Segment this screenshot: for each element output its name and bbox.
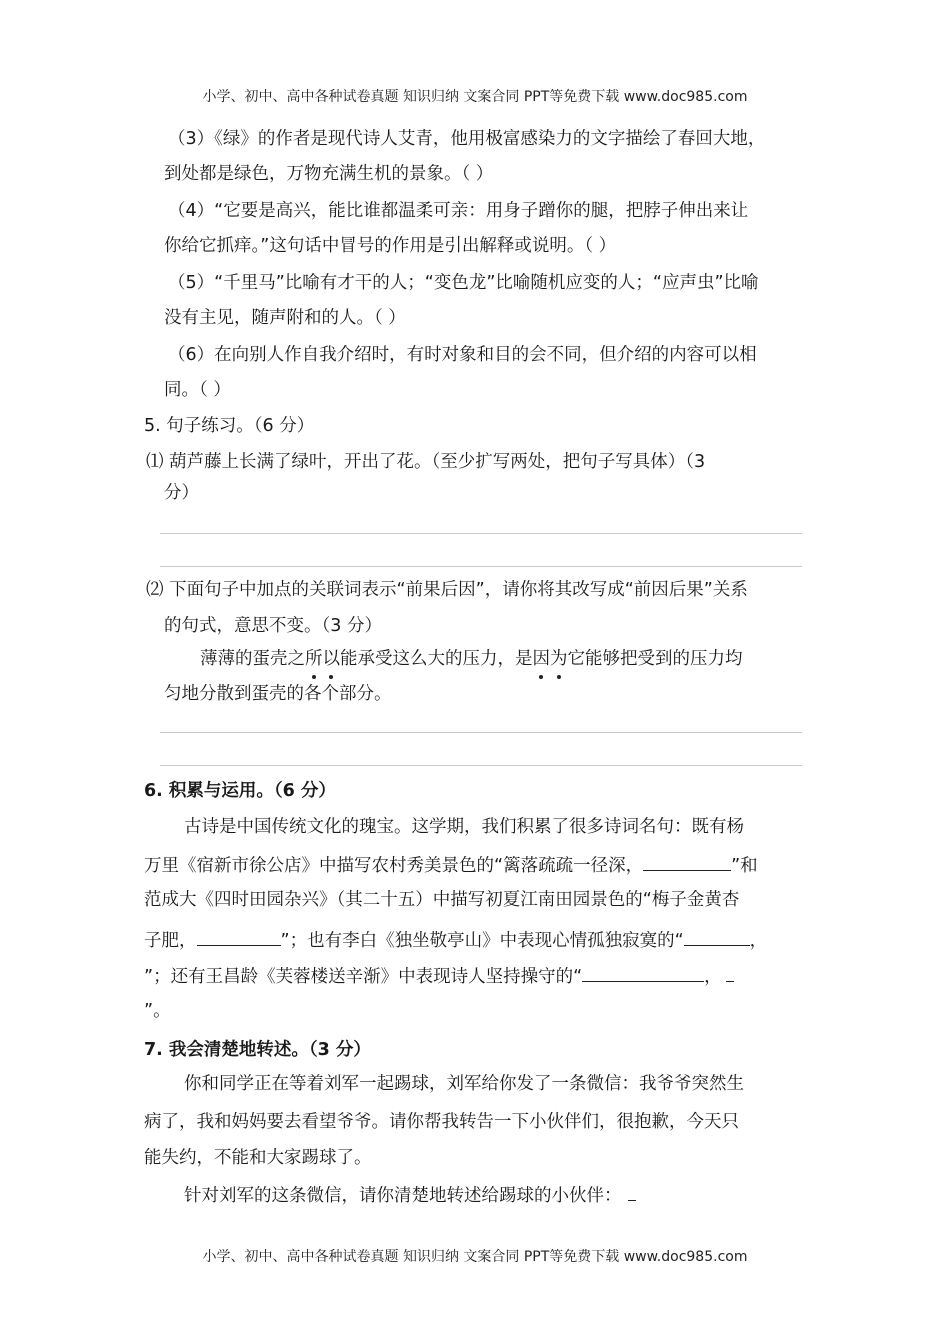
dotted-connective-suoyi (305, 649, 340, 669)
q7-line3: 能失约，不能和大家踢球了。 (144, 1148, 372, 1168)
judge-item-3-line1: （3）《绿》的作者是现代诗人艾青，他用极富感染力的文字描绘了春回大地， (168, 129, 766, 149)
dotted-char: 为 (550, 649, 568, 669)
q5-title: 5. 句子练习。（6 分） (144, 416, 315, 436)
q6-line1: 古诗是中国传统文化的瑰宝。这学期，我们积累了很多诗词名句：既有杨 (184, 817, 744, 837)
q6-line3: 范成大《四时田园杂兴》（其二十五）中描写初夏江南田园景色的“梅子金黄杏 (144, 890, 740, 910)
q6-line5 (144, 963, 734, 989)
q5-part2-line2: 的句式，意思不变。（3 分） (164, 616, 382, 636)
fill-blank[interactable] (684, 927, 750, 946)
q7-title: 7. 我会清楚地转述。（3 分） (144, 1040, 371, 1060)
q7-line2: 病了，我和妈妈要去看望爷爷。请你帮我转告一下小伙伴们，很抱歉，今天只 (144, 1112, 739, 1132)
answer-line[interactable] (160, 765, 802, 766)
q6-line6: ”。 (144, 1001, 171, 1021)
sentence-text: 薄薄的蛋壳 (200, 649, 288, 669)
answer-line[interactable] (160, 566, 802, 567)
q6-text: ”和 (731, 856, 758, 876)
q6-text: ， (704, 967, 722, 987)
answer-line[interactable] (160, 732, 802, 733)
judge-item-6-line1: （6）在向别人作自我介绍时，有时对象和目的会不同，但介绍的内容可以相 (168, 345, 757, 365)
answer-line[interactable] (160, 533, 802, 534)
fill-blank[interactable] (643, 852, 731, 871)
sentence-text: 它能够把受到的压力均 (567, 649, 743, 669)
page-header: 小学、初中、高中各种试卷真题 知识归纳 文案合同 PPT等免费下载 www.doc985.com (202, 89, 748, 105)
fill-blank[interactable] (582, 963, 704, 982)
judge-item-5-line2: 没有主见，随声附和的人。（ ） (164, 308, 406, 328)
q7-text: 针对刘军的这条微信，请你清楚地转述给踢球的小伙伴： (184, 1186, 622, 1206)
q6-text: ”；也有李白《独坐敬亭山》中表现心情孤独寂寞的“ (280, 931, 684, 951)
page-footer: 小学、初中、高中各种试卷真题 知识归纳 文案合同 PPT等免费下载 www.doc985.com (202, 1249, 748, 1265)
q5-part2-line1: ⑵ 下面句子中加点的关联词表示“前果后因”，请你将其改写成“前因后果”关系 (146, 580, 748, 600)
q5-sentence-line1 (200, 647, 743, 671)
judge-item-6-line2: 同。（ ） (164, 380, 231, 400)
fill-blank[interactable] (197, 927, 281, 946)
fill-blank[interactable] (628, 1182, 636, 1201)
dotted-connective-yinwei (533, 649, 568, 669)
judge-item-4-line1: （4）“它要是高兴，能比谁都温柔可亲：用身子蹭你的腿，把脖子伸出来让 (168, 201, 749, 221)
q6-line4 (144, 927, 767, 953)
q5-part1-line2: 分） (164, 483, 199, 503)
dotted-char: 因 (532, 649, 550, 669)
q6-text: 万里《宿新市徐公店》中描写农村秀美景色的“篱落疏疏一径深， (144, 856, 644, 876)
fill-blank[interactable] (726, 963, 734, 982)
sentence-text: 是 (515, 649, 533, 669)
q6-text: ， (749, 931, 768, 951)
dotted-char: 所 (305, 649, 323, 669)
q6-text: ”；还有王昌龄《芙蓉楼送辛渐》中表现诗人坚持操守的“ (144, 967, 583, 987)
judge-item-3-line2: 到处都是绿色，万物充满生机的景象。（ ） (164, 164, 494, 184)
q5-sentence-line2: 匀地分散到蛋壳的各个部分。 (164, 684, 392, 704)
q6-line2 (144, 852, 758, 878)
dotted-char: 以 (322, 649, 340, 669)
q5-part1-line1: ⑴ 葫芦藤上长满了绿叶，开出了花。（至少扩写两处，把句子写具体）（3 (146, 452, 706, 472)
q7-line1: 你和同学正在等着刘军一起踢球，刘军给你发了一条微信：我爷爷突然生 (184, 1074, 744, 1094)
sentence-text: 能承受这么大的压力， (340, 649, 515, 669)
q6-title: 6. 积累与运用。（6 分） (144, 781, 336, 801)
judge-item-5-line1: （5）“千里马”比喻有才干的人；“变色龙”比喻随机应变的人；“应声虫”比喻 (168, 273, 759, 293)
judge-item-4-line2: 你给它抓痒。”这句话中冒号的作用是引出解释或说明。（ ） (164, 236, 617, 256)
q7-line4 (184, 1182, 636, 1208)
sentence-text: 之 (287, 649, 305, 669)
q6-text: 子肥， (144, 931, 197, 951)
